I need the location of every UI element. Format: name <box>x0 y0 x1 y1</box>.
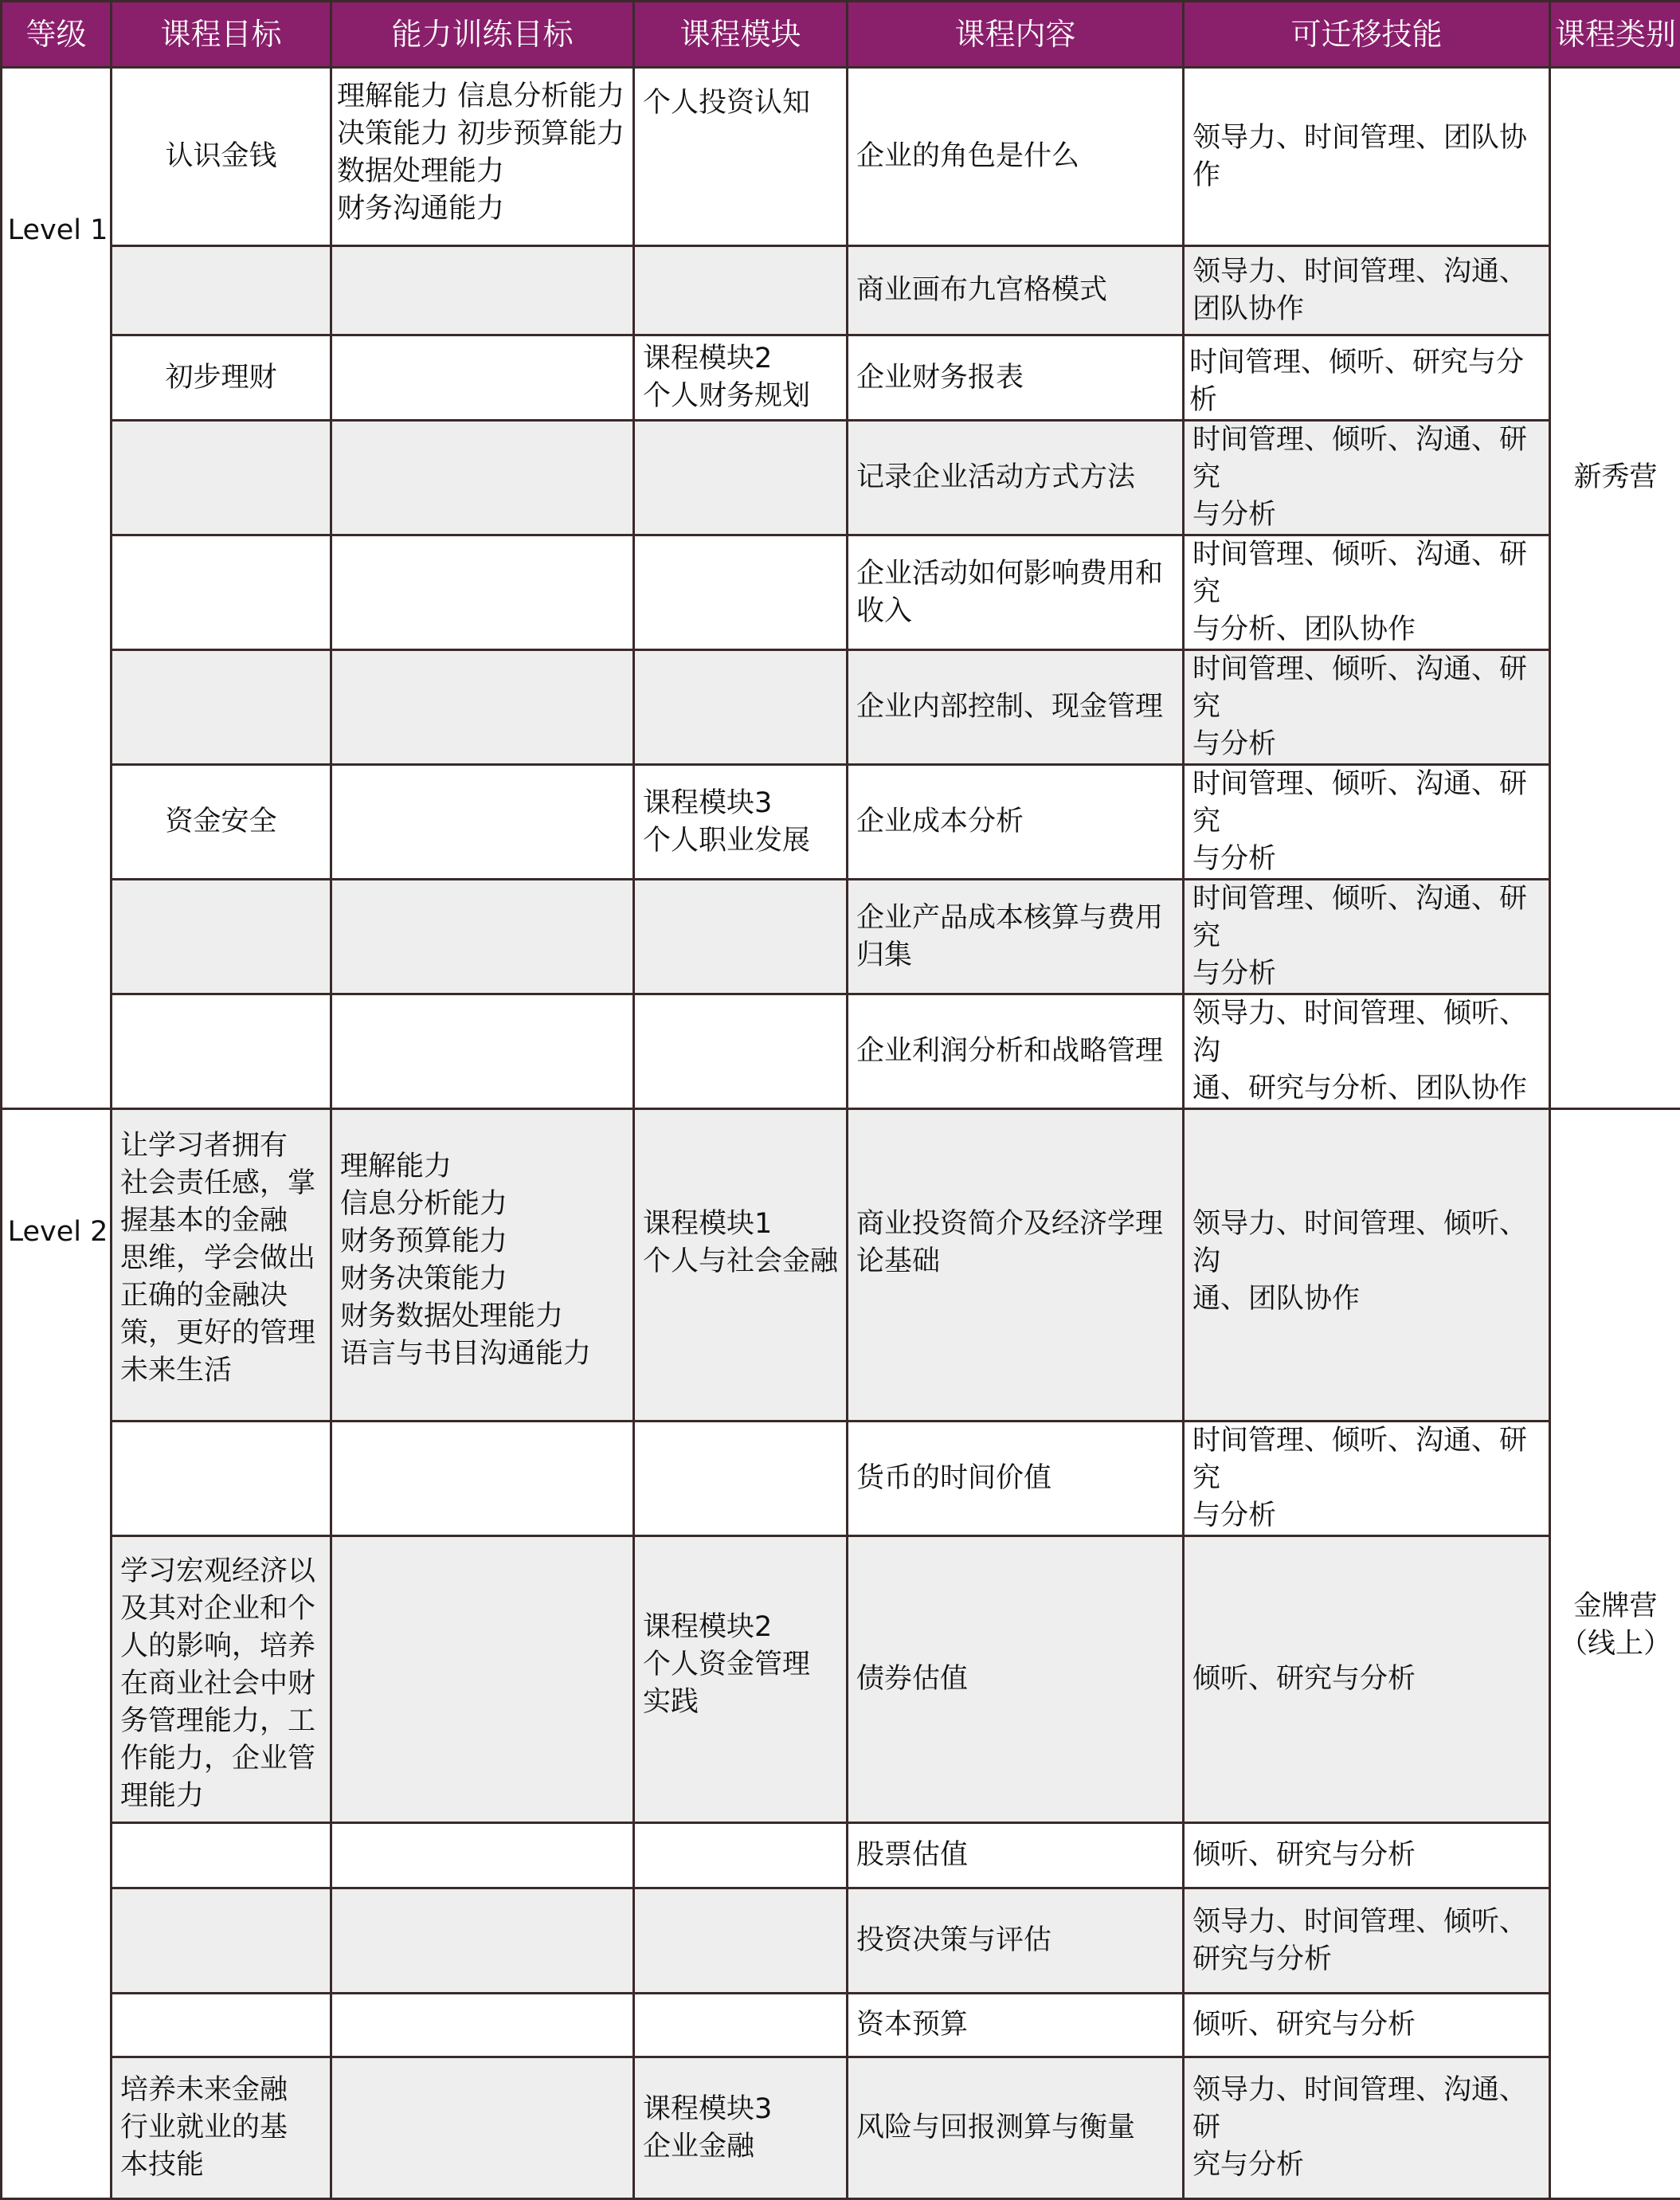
header-ability: 能力训练目标 <box>331 2 634 68</box>
table-row <box>2 421 1680 535</box>
table-row <box>2 246 1680 335</box>
ability-cell <box>331 335 634 421</box>
module-cell: 个人投资认知 <box>634 68 848 246</box>
skills-cell: 领导力、时间管理、沟通、研 究与分析 <box>1184 2057 1550 2199</box>
module-cell: 课程模块3 个人职业发展 <box>634 765 848 880</box>
table-row <box>2 1823 1680 1888</box>
goal-cell <box>112 650 331 765</box>
goal-cell: 培养未来金融 行业就业的基 本技能 <box>112 2057 331 2199</box>
skills-cell: 时间管理、倾听、沟通、研究 与分析 <box>1184 765 1550 880</box>
table-row <box>2 765 1680 880</box>
goal-cell <box>112 880 331 994</box>
skills-cell: 时间管理、倾听、沟通、研究 与分析 <box>1184 421 1550 535</box>
content-cell: 风险与回报测算与衡量 <box>848 2057 1184 2199</box>
goal-cell <box>112 1994 331 2057</box>
skills-cell: 领导力、时间管理、倾听、沟 通、研究与分析、团队协作 <box>1184 994 1550 1109</box>
content-cell: 股票估值 <box>848 1823 1184 1888</box>
ability-cell <box>331 1823 634 1888</box>
content-cell: 商业画布九宫格模式 <box>848 246 1184 335</box>
module-cell <box>634 880 848 994</box>
table-row <box>2 2057 1680 2199</box>
goal-cell: 初步理财 <box>112 335 331 421</box>
skills-cell: 时间管理、倾听、研究与分析 <box>1184 335 1550 421</box>
module-cell <box>634 535 848 650</box>
skills-cell: 领导力、时间管理、沟通、 团队协作 <box>1184 246 1550 335</box>
module-cell <box>634 1823 848 1888</box>
content-cell: 投资决策与评估 <box>848 1888 1184 1994</box>
module-cell: 课程模块1 个人与社会金融 <box>634 1109 848 1422</box>
skills-cell: 领导力、时间管理、团队协作 <box>1184 68 1550 246</box>
ability-cell <box>331 246 634 335</box>
header-content: 课程内容 <box>848 2 1184 68</box>
ability-cell <box>331 2057 634 2199</box>
content-cell: 记录企业活动方式方法 <box>848 421 1184 535</box>
level-2-label: Level 2 <box>2 1109 112 2199</box>
ability-cell <box>331 765 634 880</box>
module-cell: 课程模块3 企业金融 <box>634 2057 848 2199</box>
skills-cell: 倾听、研究与分析 <box>1184 1823 1550 1888</box>
ability-cell <box>331 535 634 650</box>
table-row <box>2 1536 1680 1823</box>
table-row <box>2 68 1680 246</box>
skills-cell: 时间管理、倾听、沟通、研究 与分析 <box>1184 650 1550 765</box>
skills-cell: 时间管理、倾听、沟通、研究 与分析、团队协作 <box>1184 535 1550 650</box>
header-level: 等级 <box>2 2 112 68</box>
content-cell: 企业利润分析和战略管理 <box>848 994 1184 1109</box>
table-row <box>2 880 1680 994</box>
content-cell: 企业的角色是什么 <box>848 68 1184 246</box>
content-cell: 商业投资简介及经济学理 论基础 <box>848 1109 1184 1422</box>
goal-cell <box>112 1888 331 1994</box>
ability-cell <box>331 650 634 765</box>
module-cell <box>634 421 848 535</box>
content-cell: 企业产品成本核算与费用 归集 <box>848 880 1184 994</box>
goal-cell: 学习宏观经济以 及其对企业和个 人的影响，培养 在商业社会中财 务管理能力，工 作能力，企业管 理能力 <box>112 1536 331 1823</box>
ability-cell <box>331 1536 634 1823</box>
goal-cell <box>112 1422 331 1536</box>
skills-cell: 时间管理、倾听、沟通、研究 与分析 <box>1184 1422 1550 1536</box>
skills-cell: 倾听、研究与分析 <box>1184 1994 1550 2057</box>
ability-cell <box>331 421 634 535</box>
module-cell <box>634 1422 848 1536</box>
ability-cell <box>331 1422 634 1536</box>
goal-cell <box>112 1823 331 1888</box>
content-cell: 企业内部控制、现金管理 <box>848 650 1184 765</box>
ability-cell <box>331 1994 634 2057</box>
skills-cell: 领导力、时间管理、倾听、沟 通、团队协作 <box>1184 1109 1550 1422</box>
goal-cell <box>112 421 331 535</box>
table-row <box>2 1422 1680 1536</box>
level-2-category: 金牌营 （线上） <box>1550 1109 1680 2199</box>
ability-cell <box>331 994 634 1109</box>
content-cell: 货币的时间价值 <box>848 1422 1184 1536</box>
goal-cell <box>112 246 331 335</box>
ability-cell: 理解能力 信息分析能力 财务预算能力 财务决策能力 财务数据处理能力 语言与书目沟通能力 <box>331 1109 634 1422</box>
goal-cell <box>112 994 331 1109</box>
header-category: 课程类别 <box>1550 2 1680 68</box>
module-cell <box>634 650 848 765</box>
content-cell: 债券估值 <box>848 1536 1184 1823</box>
header-skills: 可迁移技能 <box>1184 2 1550 68</box>
skills-cell: 领导力、时间管理、倾听、 研究与分析 <box>1184 1888 1550 1994</box>
ability-cell: 理解能力 信息分析能力 决策能力 初步预算能力 数据处理能力 财务沟通能力 <box>331 68 634 246</box>
goal-cell: 让学习者拥有 社会责任感，掌 握基本的金融 思维，学会做出 正确的金融决 策，更好的管理 未来生活 <box>112 1109 331 1422</box>
ability-cell <box>331 1888 634 1994</box>
module-cell: 课程模块2 个人财务规划 <box>634 335 848 421</box>
skills-cell: 时间管理、倾听、沟通、研究 与分析 <box>1184 880 1550 994</box>
goal-cell: 认识金钱 <box>112 68 331 246</box>
skills-cell: 倾听、研究与分析 <box>1184 1536 1550 1823</box>
level-1-category: 新秀营 <box>1550 68 1680 1109</box>
content-cell: 企业活动如何影响费用和 收入 <box>848 535 1184 650</box>
header-goal: 课程目标 <box>112 2 331 68</box>
module-cell <box>634 994 848 1109</box>
goal-cell: 资金安全 <box>112 765 331 880</box>
module-cell <box>634 1994 848 2057</box>
module-cell <box>634 1888 848 1994</box>
content-cell: 资本预算 <box>848 1994 1184 2057</box>
content-cell: 企业成本分析 <box>848 765 1184 880</box>
table-row <box>2 335 1680 421</box>
table-row <box>2 994 1680 1109</box>
table-row <box>2 535 1680 650</box>
module-cell: 课程模块2 个人资金管理 实践 <box>634 1536 848 1823</box>
content-cell: 企业财务报表 <box>848 335 1184 421</box>
table-row <box>2 1109 1680 1422</box>
module-cell <box>634 246 848 335</box>
header-row <box>2 2 1680 68</box>
header-module: 课程模块 <box>634 2 848 68</box>
table-row <box>2 1888 1680 1994</box>
goal-cell <box>112 535 331 650</box>
level-1-label: Level 1 <box>2 68 112 1109</box>
table-row <box>2 650 1680 765</box>
ability-cell <box>331 880 634 994</box>
table-row <box>2 1994 1680 2057</box>
